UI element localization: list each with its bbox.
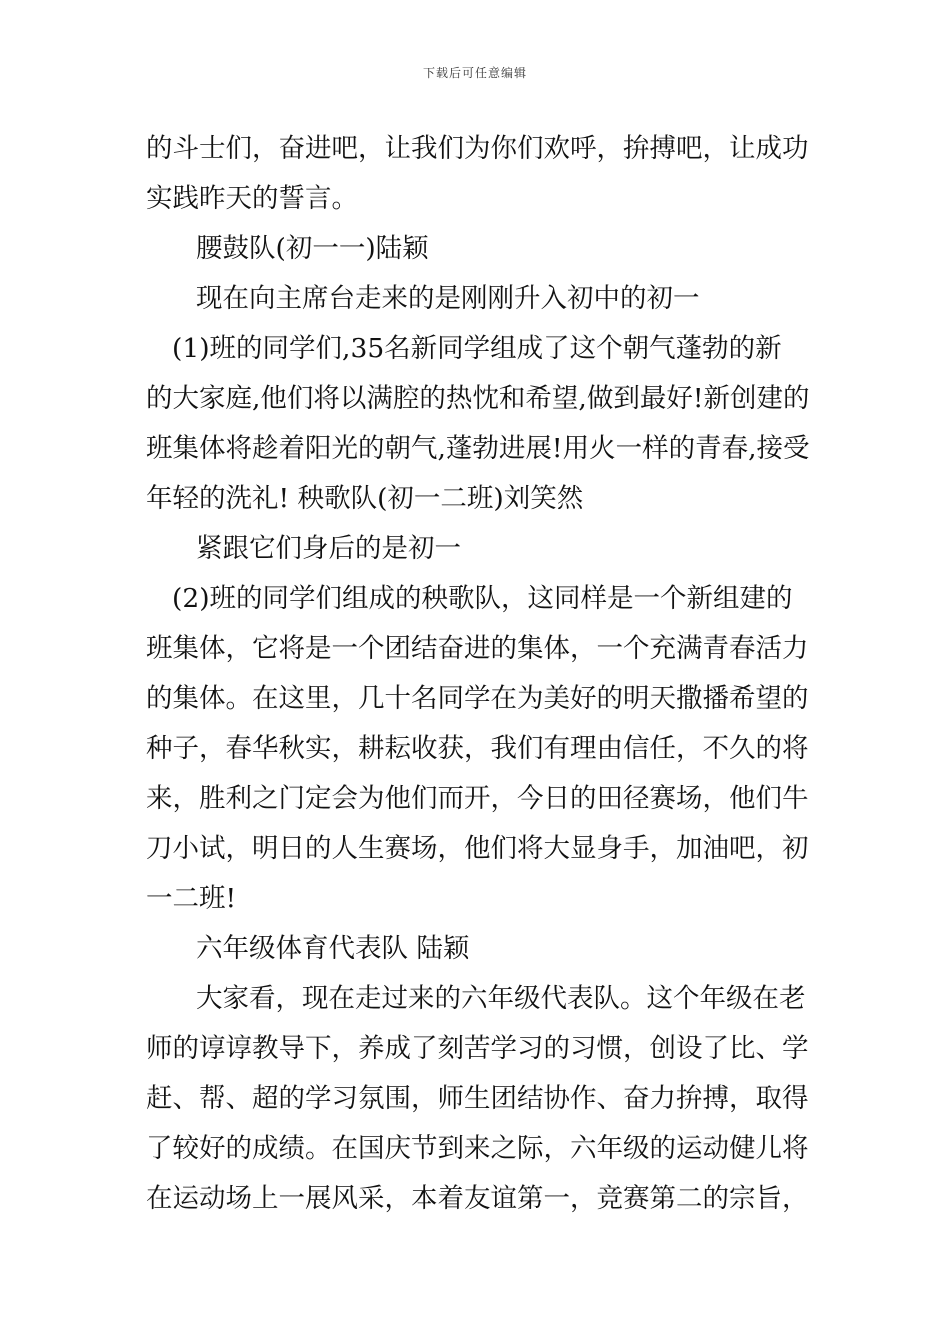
text-line: 的集体。在这里，几十名同学在为美好的明天撒播希望的 <box>146 683 809 714</box>
text-line: 赶、帮、超的学习氛围，师生团结协作、奋力拚搏，取得 <box>146 1083 809 1114</box>
text-line: 班集体，它将是一个团结奋进的集体，一个充满青春活力 <box>146 633 809 664</box>
text-line: 实践昨天的誓言。 <box>146 183 358 214</box>
text-line: 现在向主席台走来的是刚刚升入初中的初一 <box>196 283 700 314</box>
text-line: 紧跟它们身后的是初一 <box>196 533 461 564</box>
page-header: 下载后可任意编辑 <box>422 66 527 80</box>
text-line: (1)班的同学们,35名新同学组成了这个朝气蓬勃的新 <box>172 333 782 364</box>
text-line: 一二班! <box>146 883 237 914</box>
text-line: 了较好的成绩。在国庆节到来之际，六年级的运动健儿将 <box>146 1133 809 1164</box>
text-line: 年轻的洗礼! 秧歌队(初一二班)刘笑然 <box>146 483 584 514</box>
text-line: 来，胜利之门定会为他们而开，今日的田径赛场，他们牛 <box>146 783 809 814</box>
text-line: 在运动场上一展风采，本着友谊第一，竞赛第二的宗旨， <box>146 1183 809 1214</box>
text-line: (2)班的同学们组成的秧歌队，这同样是一个新组建的 <box>172 583 793 614</box>
text-line: 的斗士们，奋进吧，让我们为你们欢呼，拚搏吧，让成功 <box>146 133 809 164</box>
text-line: 种子，春华秋实，耕耘收获，我们有理由信任，不久的将 <box>146 733 809 764</box>
text-line: 班集体将趁着阳光的朝气,蓬勃进展!用火一样的青春,接受 <box>146 433 810 464</box>
text-line: 六年级体育代表队 陆颖 <box>196 933 470 964</box>
text-line: 腰鼓队(初一一)陆颖 <box>196 233 429 264</box>
text-line: 大家看，现在走过来的六年级代表队。这个年级在老 <box>196 983 806 1014</box>
text-line: 的大家庭,他们将以满腔的热忱和希望,做到最好!新创建的 <box>146 383 810 414</box>
text-line: 刀小试，明日的人生赛场，他们将大显身手，加油吧，初 <box>146 833 809 864</box>
text-line: 师的谆谆教导下，养成了刻苦学习的习惯，创设了比、学 <box>146 1033 809 1064</box>
